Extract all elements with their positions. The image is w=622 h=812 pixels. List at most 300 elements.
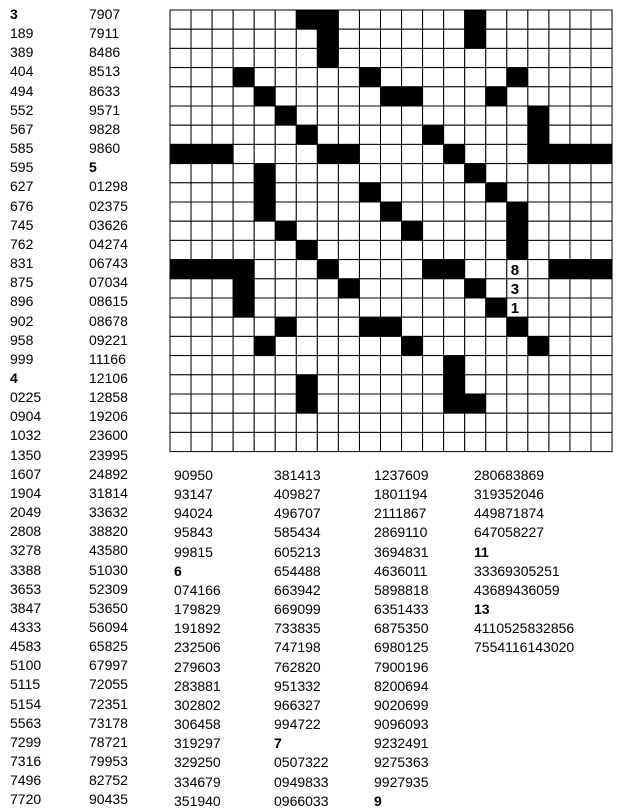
grid-cell[interactable]	[591, 240, 612, 259]
grid-cell[interactable]	[549, 164, 570, 183]
grid-cell[interactable]	[338, 240, 359, 259]
grid-cell[interactable]	[507, 356, 528, 375]
grid-cell[interactable]	[402, 183, 423, 202]
grid-cell[interactable]	[486, 240, 507, 259]
grid-cell[interactable]	[191, 221, 212, 240]
grid-cell[interactable]	[402, 48, 423, 67]
grid-cell[interactable]	[402, 356, 423, 375]
grid-cell[interactable]	[254, 375, 275, 394]
grid-cell[interactable]	[317, 375, 338, 394]
grid-cell[interactable]	[212, 356, 233, 375]
grid-cell[interactable]	[359, 202, 380, 221]
grid-cell[interactable]	[254, 413, 275, 432]
grid-cell[interactable]	[486, 29, 507, 48]
grid-cell[interactable]	[338, 413, 359, 432]
grid-cell[interactable]	[549, 106, 570, 125]
grid-cell[interactable]	[465, 240, 486, 259]
grid-cell[interactable]	[359, 125, 380, 144]
grid-cell[interactable]	[528, 317, 549, 336]
grid-cell[interactable]	[423, 87, 444, 106]
grid-cell[interactable]	[570, 336, 591, 355]
grid-cell[interactable]	[591, 394, 612, 413]
grid-cell[interactable]	[296, 183, 317, 202]
grid-cell[interactable]	[317, 68, 338, 87]
grid-cell[interactable]	[528, 10, 549, 29]
grid-cell[interactable]	[191, 317, 212, 336]
grid-cell[interactable]	[528, 164, 549, 183]
grid-cell[interactable]	[402, 260, 423, 279]
grid-cell[interactable]	[338, 260, 359, 279]
grid-cell[interactable]	[423, 183, 444, 202]
grid-cell[interactable]	[402, 144, 423, 163]
grid-cell[interactable]	[591, 432, 612, 451]
grid-cell[interactable]	[528, 356, 549, 375]
grid-cell[interactable]	[275, 375, 296, 394]
grid-cell[interactable]	[212, 10, 233, 29]
grid-cell[interactable]	[549, 413, 570, 432]
grid-cell[interactable]	[296, 202, 317, 221]
grid-cell[interactable]	[233, 48, 254, 67]
grid-cell[interactable]	[191, 164, 212, 183]
grid-cell[interactable]	[591, 10, 612, 29]
grid-cell[interactable]	[402, 240, 423, 259]
grid-cell[interactable]	[591, 68, 612, 87]
grid-cell[interactable]	[254, 298, 275, 317]
grid-cell[interactable]	[212, 394, 233, 413]
grid-cell[interactable]	[170, 164, 191, 183]
grid-cell[interactable]	[317, 336, 338, 355]
grid-cell[interactable]	[486, 10, 507, 29]
grid-cell[interactable]	[444, 164, 465, 183]
grid-cell[interactable]	[423, 164, 444, 183]
grid-cell[interactable]	[402, 202, 423, 221]
grid-cell[interactable]	[591, 164, 612, 183]
grid-cell[interactable]	[170, 413, 191, 432]
grid-cell[interactable]	[275, 164, 296, 183]
grid-cell[interactable]	[549, 240, 570, 259]
grid-cell[interactable]	[423, 68, 444, 87]
grid-cell[interactable]	[402, 164, 423, 183]
grid-cell[interactable]	[444, 279, 465, 298]
grid-cell[interactable]	[591, 221, 612, 240]
grid-cell[interactable]	[381, 260, 402, 279]
grid-cell[interactable]	[570, 202, 591, 221]
grid-cell[interactable]	[591, 106, 612, 125]
grid-cell[interactable]	[381, 106, 402, 125]
grid-cell[interactable]	[381, 375, 402, 394]
grid-cell[interactable]	[549, 317, 570, 336]
grid-cell[interactable]	[359, 279, 380, 298]
grid-cell[interactable]	[212, 336, 233, 355]
grid-cell[interactable]	[444, 48, 465, 67]
grid-cell[interactable]	[212, 375, 233, 394]
grid-cell[interactable]	[254, 279, 275, 298]
grid-cell[interactable]	[591, 413, 612, 432]
grid-cell[interactable]	[296, 144, 317, 163]
grid-cell[interactable]	[465, 202, 486, 221]
grid-cell[interactable]	[444, 183, 465, 202]
grid-cell[interactable]	[423, 298, 444, 317]
grid-cell[interactable]	[591, 279, 612, 298]
grid-cell[interactable]	[486, 260, 507, 279]
grid-cell[interactable]	[549, 356, 570, 375]
grid-cell[interactable]	[570, 183, 591, 202]
grid-cell[interactable]	[359, 106, 380, 125]
grid-cell[interactable]	[591, 336, 612, 355]
grid-cell[interactable]	[170, 394, 191, 413]
grid-cell[interactable]	[233, 125, 254, 144]
grid-cell[interactable]	[359, 413, 380, 432]
grid-cell[interactable]	[359, 375, 380, 394]
grid-cell[interactable]	[191, 298, 212, 317]
grid-cell[interactable]	[444, 87, 465, 106]
grid-cell[interactable]	[465, 298, 486, 317]
grid-cell[interactable]	[402, 29, 423, 48]
grid-cell[interactable]	[591, 48, 612, 67]
grid-cell[interactable]	[212, 164, 233, 183]
grid-cell[interactable]	[486, 68, 507, 87]
grid-cell[interactable]	[170, 221, 191, 240]
grid-cell[interactable]	[254, 29, 275, 48]
grid-cell[interactable]	[275, 29, 296, 48]
grid-cell[interactable]	[212, 87, 233, 106]
grid-cell[interactable]	[170, 279, 191, 298]
grid-cell[interactable]	[507, 48, 528, 67]
grid-cell[interactable]	[191, 202, 212, 221]
grid-cell[interactable]	[423, 202, 444, 221]
grid-cell[interactable]	[275, 413, 296, 432]
grid-cell[interactable]	[359, 356, 380, 375]
grid-cell[interactable]	[423, 375, 444, 394]
grid-cell[interactable]	[170, 68, 191, 87]
grid-cell[interactable]	[591, 202, 612, 221]
grid-cell[interactable]	[570, 221, 591, 240]
grid-cell[interactable]	[549, 10, 570, 29]
grid-cell[interactable]	[296, 279, 317, 298]
grid-cell[interactable]	[296, 298, 317, 317]
grid-cell[interactable]	[549, 298, 570, 317]
grid-cell[interactable]	[381, 221, 402, 240]
grid-cell[interactable]	[191, 336, 212, 355]
grid-cell[interactable]	[423, 413, 444, 432]
grid-cell[interactable]	[591, 183, 612, 202]
grid-cell[interactable]	[233, 144, 254, 163]
grid-cell[interactable]	[338, 298, 359, 317]
grid-cell[interactable]	[212, 68, 233, 87]
grid-cell[interactable]	[275, 48, 296, 67]
grid-cell[interactable]	[338, 221, 359, 240]
grid-cell[interactable]	[317, 356, 338, 375]
grid-cell[interactable]	[191, 279, 212, 298]
grid-cell[interactable]	[423, 221, 444, 240]
grid-cell[interactable]	[191, 87, 212, 106]
grid-cell[interactable]	[170, 240, 191, 259]
grid-cell[interactable]	[444, 432, 465, 451]
grid-cell[interactable]	[359, 432, 380, 451]
grid-cell[interactable]	[507, 87, 528, 106]
grid-cell[interactable]	[507, 432, 528, 451]
grid-cell[interactable]	[591, 356, 612, 375]
grid-cell[interactable]	[423, 240, 444, 259]
grid-cell[interactable]	[528, 375, 549, 394]
grid-cell[interactable]	[486, 144, 507, 163]
grid-cell[interactable]	[254, 125, 275, 144]
grid-cell[interactable]	[170, 183, 191, 202]
grid-cell[interactable]	[444, 336, 465, 355]
grid-cell[interactable]	[338, 87, 359, 106]
grid-cell[interactable]	[465, 144, 486, 163]
grid-cell[interactable]	[233, 202, 254, 221]
grid-cell[interactable]	[486, 336, 507, 355]
grid-cell[interactable]	[549, 221, 570, 240]
grid-cell[interactable]	[402, 279, 423, 298]
grid-cell[interactable]	[486, 356, 507, 375]
grid-cell[interactable]	[191, 356, 212, 375]
grid-cell[interactable]	[444, 202, 465, 221]
grid-cell[interactable]	[528, 260, 549, 279]
grid-cell[interactable]	[465, 221, 486, 240]
grid-cell[interactable]	[402, 317, 423, 336]
grid-cell[interactable]	[233, 183, 254, 202]
grid-cell[interactable]	[444, 106, 465, 125]
grid-cell[interactable]	[338, 432, 359, 451]
grid-cell[interactable]	[528, 394, 549, 413]
grid-cell[interactable]	[528, 183, 549, 202]
grid-cell[interactable]	[359, 10, 380, 29]
grid-cell[interactable]	[381, 10, 402, 29]
grid-cell[interactable]	[486, 125, 507, 144]
grid-cell[interactable]	[254, 48, 275, 67]
grid-cell[interactable]	[212, 317, 233, 336]
grid-cell[interactable]	[317, 279, 338, 298]
grid-cell[interactable]	[591, 125, 612, 144]
grid-cell[interactable]	[465, 317, 486, 336]
grid-cell[interactable]	[254, 260, 275, 279]
grid-cell[interactable]	[212, 125, 233, 144]
grid-cell[interactable]	[486, 432, 507, 451]
grid-cell[interactable]	[170, 125, 191, 144]
grid-cell[interactable]	[402, 298, 423, 317]
grid-cell[interactable]	[528, 240, 549, 259]
grid-cell[interactable]	[191, 394, 212, 413]
grid-cell[interactable]	[423, 317, 444, 336]
grid-cell[interactable]	[381, 144, 402, 163]
grid-cell[interactable]	[465, 432, 486, 451]
grid-cell[interactable]	[317, 394, 338, 413]
grid-cell[interactable]	[233, 394, 254, 413]
grid-cell[interactable]	[465, 87, 486, 106]
grid-cell[interactable]	[486, 375, 507, 394]
grid-cell[interactable]	[191, 183, 212, 202]
grid-cell[interactable]	[381, 394, 402, 413]
grid-cell[interactable]	[570, 394, 591, 413]
grid-cell[interactable]	[381, 125, 402, 144]
grid-cell[interactable]	[212, 413, 233, 432]
grid-cell[interactable]	[317, 298, 338, 317]
grid-cell[interactable]	[465, 48, 486, 67]
grid-cell[interactable]	[570, 125, 591, 144]
grid-cell[interactable]	[233, 413, 254, 432]
grid-cell[interactable]	[465, 375, 486, 394]
grid-cell[interactable]	[570, 413, 591, 432]
grid-cell[interactable]	[254, 10, 275, 29]
grid-cell[interactable]	[570, 432, 591, 451]
grid-cell[interactable]	[423, 48, 444, 67]
grid-cell[interactable]	[486, 202, 507, 221]
grid-cell[interactable]	[359, 260, 380, 279]
grid-cell[interactable]	[402, 432, 423, 451]
grid-cell[interactable]	[381, 68, 402, 87]
grid-cell[interactable]	[528, 432, 549, 451]
grid-cell[interactable]	[381, 29, 402, 48]
grid-cell[interactable]	[233, 87, 254, 106]
grid-cell[interactable]	[549, 125, 570, 144]
grid-cell[interactable]	[507, 125, 528, 144]
grid-cell[interactable]	[212, 221, 233, 240]
grid-cell[interactable]	[233, 375, 254, 394]
grid-cell[interactable]	[591, 29, 612, 48]
grid-cell[interactable]	[359, 48, 380, 67]
grid-cell[interactable]	[486, 106, 507, 125]
grid-cell[interactable]	[507, 164, 528, 183]
grid-cell[interactable]	[423, 144, 444, 163]
grid-cell[interactable]	[528, 221, 549, 240]
grid-cell[interactable]	[254, 432, 275, 451]
grid-cell[interactable]	[570, 29, 591, 48]
grid-cell[interactable]	[359, 298, 380, 317]
grid-cell[interactable]	[254, 394, 275, 413]
grid-cell[interactable]	[212, 106, 233, 125]
grid-cell[interactable]	[465, 68, 486, 87]
grid-cell[interactable]	[570, 240, 591, 259]
grid-cell[interactable]	[317, 317, 338, 336]
grid-cell[interactable]	[359, 394, 380, 413]
grid-cell[interactable]	[296, 336, 317, 355]
grid-cell[interactable]	[423, 394, 444, 413]
grid-cell[interactable]	[233, 317, 254, 336]
grid-cell[interactable]	[549, 202, 570, 221]
grid-cell[interactable]	[549, 336, 570, 355]
grid-cell[interactable]	[359, 336, 380, 355]
grid-cell[interactable]	[191, 375, 212, 394]
grid-cell[interactable]	[591, 87, 612, 106]
grid-cell[interactable]	[233, 432, 254, 451]
grid-cell[interactable]	[444, 125, 465, 144]
grid-cell[interactable]	[402, 375, 423, 394]
grid-cell[interactable]	[275, 279, 296, 298]
grid-cell[interactable]	[170, 10, 191, 29]
grid-cell[interactable]	[402, 68, 423, 87]
grid-cell[interactable]	[212, 298, 233, 317]
grid-cell[interactable]	[486, 164, 507, 183]
grid-cell[interactable]	[486, 394, 507, 413]
grid-cell[interactable]	[317, 87, 338, 106]
grid-cell[interactable]	[212, 432, 233, 451]
grid-cell[interactable]	[233, 164, 254, 183]
grid-cell[interactable]	[170, 375, 191, 394]
grid-cell[interactable]	[338, 48, 359, 67]
grid-cell[interactable]	[402, 125, 423, 144]
grid-cell[interactable]	[570, 279, 591, 298]
grid-cell[interactable]	[486, 317, 507, 336]
grid-cell[interactable]	[444, 10, 465, 29]
grid-cell[interactable]	[381, 356, 402, 375]
grid-cell[interactable]	[233, 10, 254, 29]
grid-cell[interactable]	[317, 183, 338, 202]
grid-cell[interactable]	[275, 432, 296, 451]
grid-cell[interactable]	[402, 10, 423, 29]
grid-cell[interactable]	[570, 298, 591, 317]
grid-cell[interactable]	[254, 144, 275, 163]
grid-cell[interactable]	[507, 336, 528, 355]
grid-cell[interactable]	[338, 29, 359, 48]
grid-cell[interactable]	[381, 298, 402, 317]
grid-cell[interactable]	[359, 164, 380, 183]
grid-cell[interactable]	[254, 221, 275, 240]
grid-cell[interactable]	[275, 87, 296, 106]
grid-cell[interactable]	[338, 317, 359, 336]
grid-cell[interactable]	[170, 202, 191, 221]
grid-cell[interactable]	[212, 240, 233, 259]
grid-cell[interactable]	[296, 48, 317, 67]
grid-cell[interactable]	[191, 106, 212, 125]
grid-cell[interactable]	[296, 317, 317, 336]
grid-cell[interactable]	[444, 298, 465, 317]
grid-cell[interactable]	[591, 317, 612, 336]
grid-cell[interactable]	[170, 317, 191, 336]
grid-cell[interactable]	[423, 29, 444, 48]
grid-cell[interactable]	[507, 394, 528, 413]
grid-cell[interactable]	[402, 394, 423, 413]
grid-cell[interactable]	[275, 144, 296, 163]
grid-cell[interactable]	[296, 413, 317, 432]
grid-cell[interactable]	[191, 432, 212, 451]
grid-cell[interactable]	[465, 260, 486, 279]
grid-cell[interactable]	[549, 48, 570, 67]
grid-cell[interactable]	[191, 10, 212, 29]
grid-cell[interactable]	[296, 106, 317, 125]
grid-cell[interactable]	[549, 29, 570, 48]
grid-cell[interactable]	[317, 164, 338, 183]
grid-cell[interactable]	[296, 87, 317, 106]
grid-cell[interactable]	[296, 68, 317, 87]
grid-cell[interactable]	[254, 317, 275, 336]
grid-cell[interactable]	[528, 87, 549, 106]
grid-cell[interactable]	[296, 356, 317, 375]
grid-cell[interactable]	[402, 106, 423, 125]
grid-cell[interactable]	[338, 164, 359, 183]
grid-cell[interactable]	[317, 240, 338, 259]
grid-cell[interactable]	[507, 375, 528, 394]
grid-cell[interactable]	[233, 29, 254, 48]
grid-cell[interactable]	[465, 336, 486, 355]
grid-cell[interactable]	[275, 240, 296, 259]
grid-cell[interactable]	[212, 279, 233, 298]
grid-cell[interactable]	[528, 48, 549, 67]
grid-cell[interactable]	[570, 10, 591, 29]
grid-cell[interactable]	[275, 260, 296, 279]
grid-cell[interactable]	[570, 375, 591, 394]
grid-cell[interactable]	[570, 164, 591, 183]
grid-cell[interactable]	[359, 87, 380, 106]
grid-cell[interactable]	[233, 336, 254, 355]
grid-cell[interactable]	[423, 356, 444, 375]
grid-cell[interactable]	[549, 68, 570, 87]
grid-cell[interactable]	[359, 144, 380, 163]
grid-cell[interactable]	[402, 413, 423, 432]
grid-cell[interactable]	[212, 29, 233, 48]
grid-cell[interactable]	[338, 356, 359, 375]
